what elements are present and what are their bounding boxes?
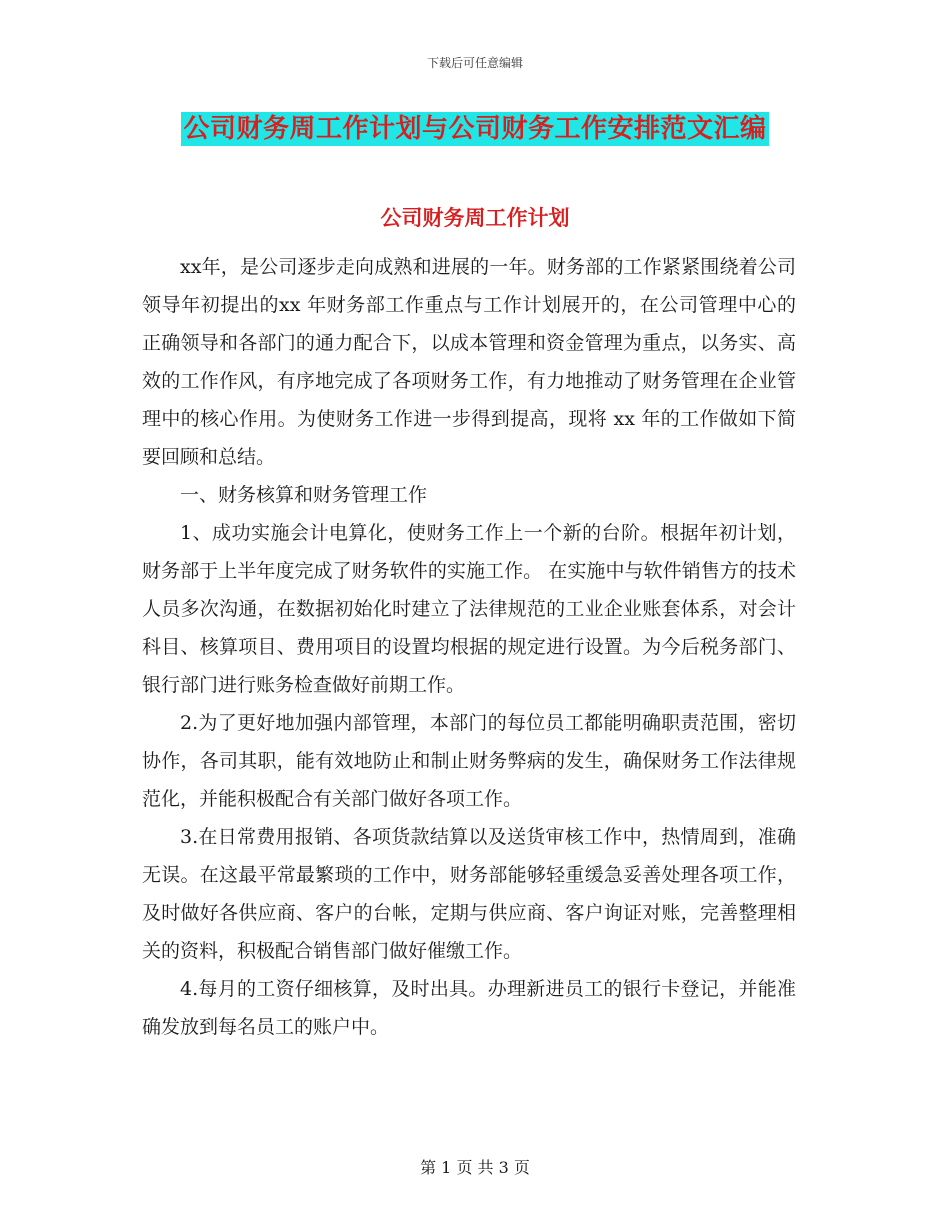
document-body (142, 248, 796, 1046)
paragraph-item-4: 4.每月的工资仔细核算，及时出具。办理新进员工的银行卡登记，并能准确发放到每名员工的账户中。 (142, 978, 796, 1038)
section-title: 公司财务周工作计划 (380, 206, 570, 230)
page-number: 第 1 页 共 3 页 (420, 1158, 530, 1177)
paragraph-item-3: 3.在日常费用报销、各项货款结算以及送货审核工作中，热情周到，准确无误。在这最平常最繁琐的工作中，财务部能够轻重缓急妥善处理各项工作，及时做好各供应商、客户的台帐，定期与供应商、客户询证对账，完善整理相关的资料，积极配合销售部门做好催缴工作。 (142, 826, 796, 962)
paragraph-heading-1: 一、财务核算和财务管理工作 (180, 484, 428, 506)
main-title: 公司财务周工作计划与公司财务工作安排范文汇编 (183, 114, 767, 144)
paragraph-item-2: 2.为了更好地加强内部管理，本部门的每位员工都能明确职责范围，密切协作，各司其职，能有效地防止和制止财务弊病的发生，确保财务工作法律规范化，并能积极配合有关部门做好各项工作。 (142, 712, 796, 810)
main-title-container (0, 112, 950, 146)
paragraph-item-1: 1、成功实施会计电算化，使财务工作上一个新的台阶。根据年初计划，财务部于上半年度完成了财务软件的实施工作。 在实施中与软件销售方的技术人员多次沟通，在数据初始化时建立了法律规范的工业企业账套体系，对会计科目、核算项目、费用项目的设置均根据的规定进行设置。为今后税务部门、银行部门进行账务检查做好前期工作。 (142, 522, 796, 696)
paragraph-intro: xx年，是公司逐步走向成熟和进展的一年。财务部的工作紧紧围绕着公司领导年初提出的xx 年财务部工作重点与工作计划展开的，在公司管理中心的正确领导和各部门的通力配合下，以成本管理和资金管理为重点，以务实、高效的工作作风，有序地完成了各项财务工作，有力地推动了财务管理在企业管理中的核心作用。为使财务工作进一步得到提高，现将 xx 年的工作做如下简要回顾和总结。 (142, 256, 796, 468)
page-header-note: 下载后可任意编辑 (426, 56, 523, 70)
